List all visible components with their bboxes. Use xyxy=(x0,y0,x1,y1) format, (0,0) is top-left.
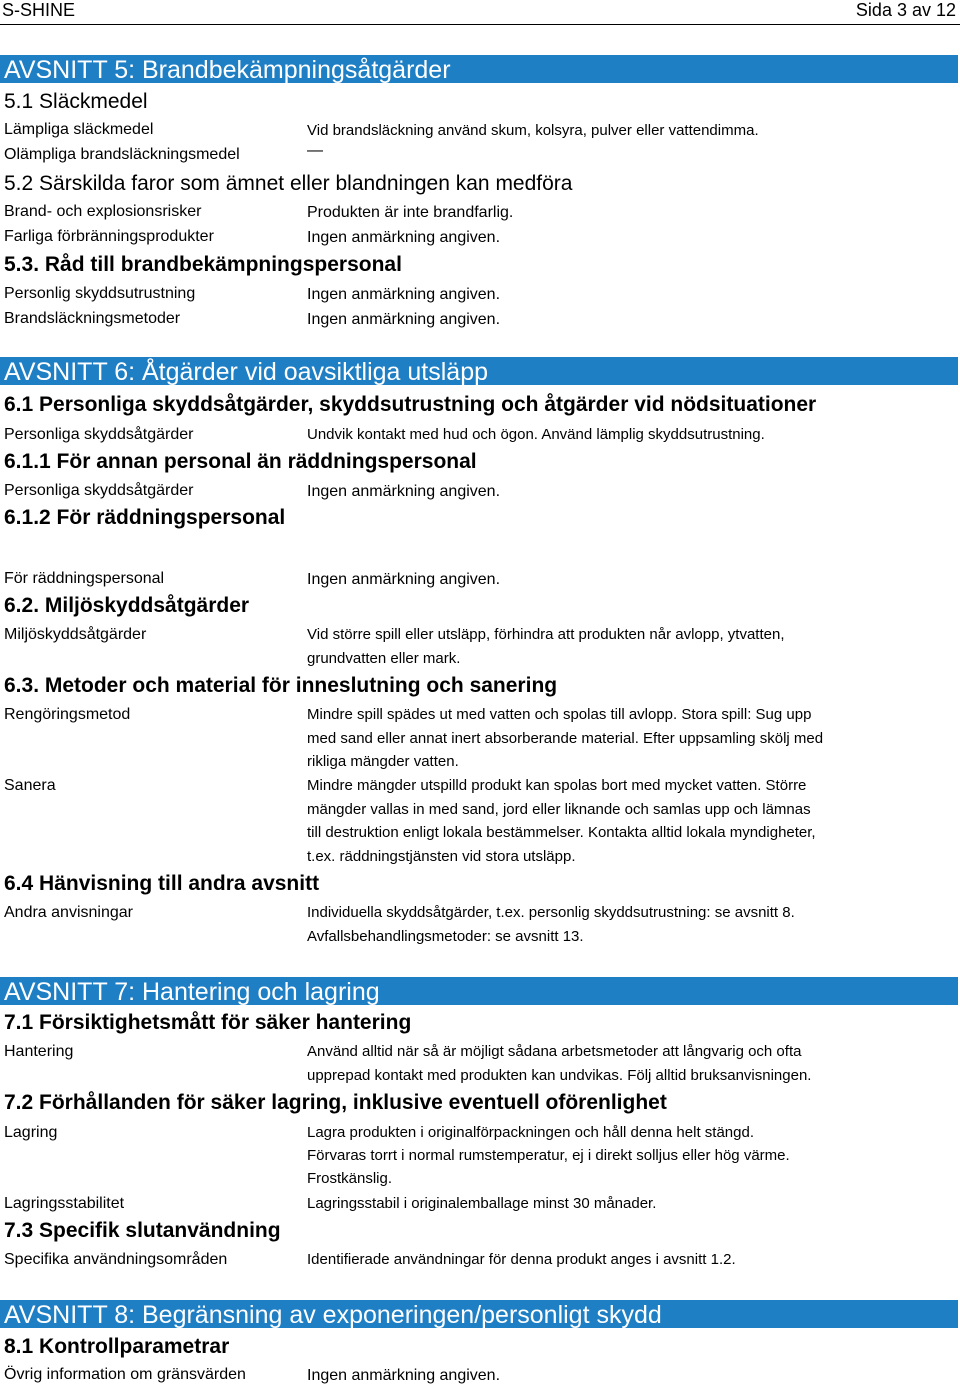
heading-7-3: 7.3 Specifik slutanvändning xyxy=(4,1219,281,1242)
label-storage-stability: Lagringsstabilitet xyxy=(4,1195,125,1212)
page-number: Sida 3 av 12 xyxy=(855,0,956,20)
section-7-banner xyxy=(0,977,958,1005)
label-cleaning-method: Rengöringsmetod xyxy=(4,706,131,723)
heading-6-2: 6.2. Miljöskyddsåtgärder xyxy=(4,594,250,617)
section-8-title: AVSNITT 8: Begränsning av exponeringen/personligt skydd xyxy=(4,1301,662,1329)
value-personal-precautions: Undvik kontakt med hud och ögon. Använd lämplig skyddsutrustning. xyxy=(307,426,765,443)
value-decontaminate-line-4: t.ex. räddningstjänsten vid stora utsläpp. xyxy=(307,848,576,865)
label-unsuitable-extinguishers: Olämpliga brandsläckningsmedel xyxy=(4,146,240,163)
label-combustion-products: Farliga förbränningsprodukter xyxy=(4,228,214,245)
label-specific-uses: Specifika användningsområden xyxy=(4,1251,228,1268)
label-handling: Hantering xyxy=(4,1043,74,1060)
value-unsuitable-extinguishers: — xyxy=(307,142,323,159)
value-storage-line-2: Förvaras torrt i normal rumstemperatur, ej i direkt solljus eller hög värme. xyxy=(307,1147,790,1164)
value-environmental-precautions-line-2: grundvatten eller mark. xyxy=(307,650,461,667)
label-fire-risks: Brand- och explosionsrisker xyxy=(4,203,202,220)
heading-6-1-2: 6.1.2 För räddningspersonal xyxy=(4,506,286,529)
section-6-banner xyxy=(0,357,958,385)
heading-6-1: 6.1 Personliga skyddsåtgärder, skyddsutrustning och åtgärder vid nödsituationer xyxy=(4,393,817,416)
heading-7-2: 7.2 Förhållanden för säker lagring, inklusive eventuell oförenlighet xyxy=(4,1091,667,1114)
heading-6-3: 6.3. Metoder och material för inneslutning och sanering xyxy=(4,674,558,697)
section-5-title: AVSNITT 5: Brandbekämpningsåtgärder xyxy=(4,56,451,84)
section-6-title: AVSNITT 6: Åtgärder vid oavsiktliga utsläpp xyxy=(4,358,489,386)
value-cleaning-method-line-3: rikliga mängder vatten. xyxy=(307,753,459,770)
heading-6-1-1: 6.1.1 För annan personal än räddningspersonal xyxy=(4,450,477,473)
heading-5-1: 5.1 Släckmedel xyxy=(4,90,148,113)
label-firefighting-methods: Brandsläckningsmetoder xyxy=(4,310,181,327)
value-combustion-products: Ingen anmärkning angiven. xyxy=(307,229,501,246)
label-decontaminate: Sanera xyxy=(4,777,56,794)
value-suitable-extinguishers: Vid brandsläckning använd skum, kolsyra, pulver eller vattendimma. xyxy=(307,122,759,139)
value-storage-line-3: Frostkänslig. xyxy=(307,1170,393,1187)
label-ppe: Personlig skyddsutrustning xyxy=(4,285,196,302)
value-cleaning-method-line-2: med sand eller annat inert absorberande material. Efter uppsamling skölj med xyxy=(307,730,824,747)
value-storage-stability: Lagringsstabil i originalemballage minst 30 månader. xyxy=(307,1195,657,1212)
value-decontaminate-line-2: mängder vallas in med sand, jord eller liknande och samlas upp och lämnas xyxy=(307,801,811,818)
value-environmental-precautions-line-1: Vid större spill eller utsläpp, förhindra att produkten når avlopp, ytvatten, xyxy=(307,626,785,643)
value-personal-precautions-2: Ingen anmärkning angiven. xyxy=(307,483,501,500)
label-storage: Lagring xyxy=(4,1124,58,1141)
label-personal-precautions-2: Personliga skyddsåtgärder xyxy=(4,482,194,499)
value-cleaning-method-line-1: Mindre spill spädes ut med vatten och spolas till avlopp. Stora spill: Sug upp xyxy=(307,706,812,723)
company-name: S-SHINE xyxy=(2,0,76,20)
section-8-banner xyxy=(0,1300,958,1328)
heading-8-1: 8.1 Kontrollparametrar xyxy=(4,1335,230,1358)
value-decontaminate-line-3: till destruktion enligt lokala bestämmelser. Kontakta alltid lokala myndigheter, xyxy=(307,824,816,841)
label-environmental-precautions: Miljöskyddsåtgärder xyxy=(4,626,147,643)
value-fire-risks: Produkten är inte brandfarlig. xyxy=(307,204,514,221)
heading-5-2: 5.2 Särskilda faror som ämnet eller blandningen kan medföra xyxy=(4,172,573,195)
value-handling-line-2: upprepad kontakt med produkten kan undvikas. Följ alltid bruksanvisningen. xyxy=(307,1067,812,1084)
label-rescue-personnel: För räddningspersonal xyxy=(4,570,165,587)
value-specific-uses: Identifierade användningar för denna produkt anges i avsnitt 1.2. xyxy=(307,1251,736,1268)
value-decontaminate-line-1: Mindre mängder utspilld produkt kan spolas bort med mycket vatten. Större xyxy=(307,777,807,794)
value-rescue-personnel: Ingen anmärkning angiven. xyxy=(307,571,501,588)
value-ppe: Ingen anmärkning angiven. xyxy=(307,286,501,303)
heading-6-4: 6.4 Hänvisning till andra avsnitt xyxy=(4,872,320,895)
value-storage-line-1: Lagra produkten i originalförpackningen och håll denna helt stängd. xyxy=(307,1124,754,1141)
value-firefighting-methods: Ingen anmärkning angiven. xyxy=(307,311,501,328)
value-other-instructions-line-2: Avfallsbehandlingsmetoder: se avsnitt 13. xyxy=(307,928,584,945)
header-divider xyxy=(0,24,960,25)
label-limit-values-info: Övrig information om gränsvärden xyxy=(4,1366,246,1383)
section-7-title: AVSNITT 7: Hantering och lagring xyxy=(4,978,380,1006)
value-other-instructions-line-1: Individuella skyddsåtgärder, t.ex. personlig skyddsutrustning: se avsnitt 8. xyxy=(307,904,795,921)
label-suitable-extinguishers: Lämpliga släckmedel xyxy=(4,121,154,138)
label-other-instructions: Andra anvisningar xyxy=(4,904,133,921)
section-5-banner xyxy=(0,55,958,83)
heading-7-1: 7.1 Försiktighetsmått för säker hantering xyxy=(4,1011,412,1034)
heading-5-3: 5.3. Råd till brandbekämpningspersonal xyxy=(4,253,402,276)
value-limit-values-info: Ingen anmärkning angiven. xyxy=(307,1367,501,1384)
value-handling-line-1: Använd alltid när så är möjligt sådana arbetsmetoder att långvarig och ofta xyxy=(307,1043,802,1060)
label-personal-precautions: Personliga skyddsåtgärder xyxy=(4,426,194,443)
